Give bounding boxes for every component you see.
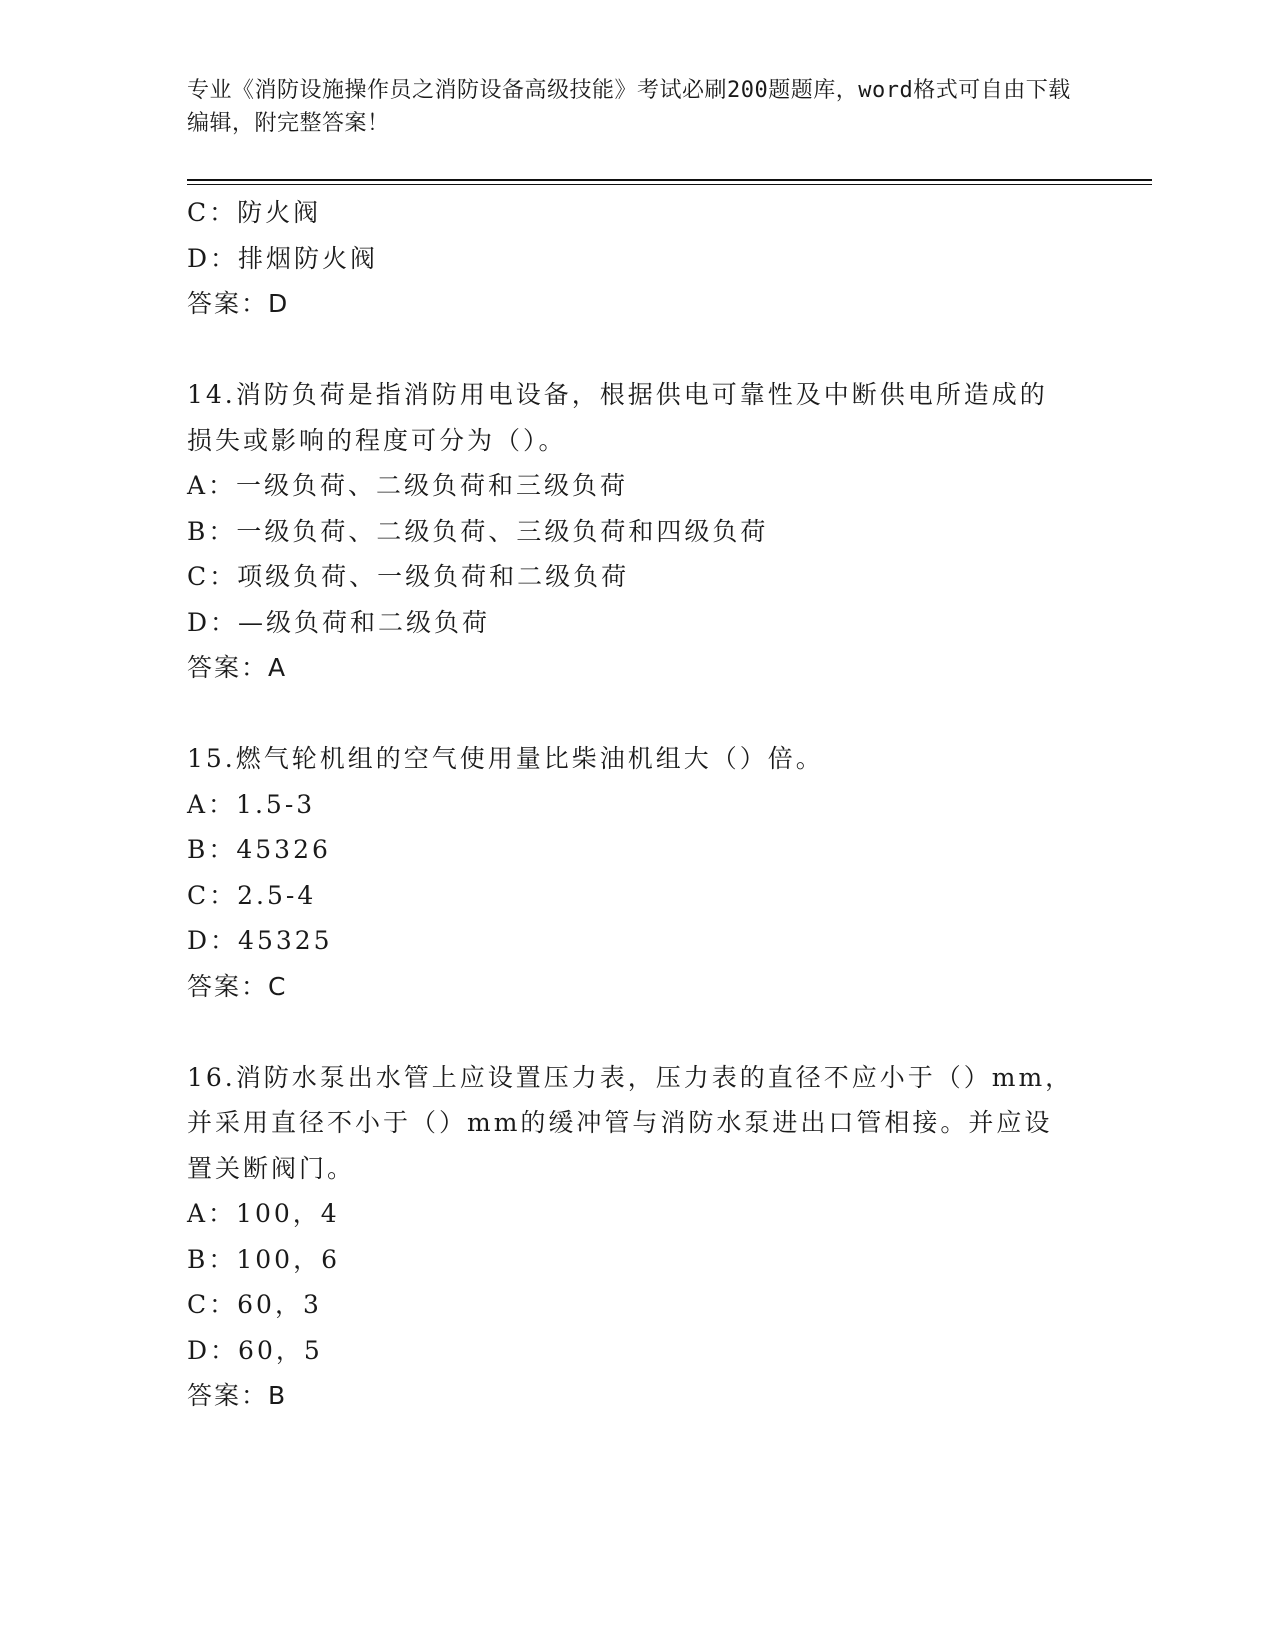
page-header: 专业《消防设施操作员之消防设备高级技能》考试必刷200题题库，word格式可自由下载编辑，附完整答案！ [187,78,1071,136]
option-line: B：45326 [187,835,331,864]
option-line: D：45325 [187,926,333,955]
option-line: B：一级负荷、二级负荷、三级负荷和四级负荷 [187,516,769,546]
question-stem: 并采用直径不小于（）mm的缓冲管与消防水泵进出口管相接。并应设 [187,1108,1053,1137]
question-stem: 损失或影响的程度可分为（）。 [187,425,567,455]
option-line: C：60，3 [187,1290,322,1319]
option-line: A：一级负荷、二级负荷和三级负荷 [187,471,629,500]
header-rule-thick [187,179,1152,181]
question-stem: 16.消防水泵出水管上应设置压力表，压力表的直径不应小于（）mm， [187,1062,1074,1092]
question-stem: 置关断阀门。 [187,1153,356,1183]
option-line: D：—级负荷和二级负荷 [187,607,491,637]
question-15 [187,736,1087,1009]
answer-line: 答案：B [187,1381,288,1410]
option-line: D：排烟防火阀 [187,243,379,273]
answer-line: 答案：D [187,289,290,318]
option-line: D：60，5 [187,1335,323,1365]
question-body [187,190,1087,1419]
option-line: A：1.5-3 [187,789,316,819]
question-14 [187,372,1087,691]
option-line: C：2.5-4 [187,880,317,910]
question-16 [187,1055,1087,1419]
carryover-block [187,190,1087,327]
question-stem: 14.消防负荷是指消防用电设备，根据供电可靠性及中断供电所造成的 [187,380,1048,409]
option-line: C：项级负荷、一级负荷和二级负荷 [187,562,630,591]
answer-line: 答案：C [187,971,288,1001]
option-line: C：防火阀 [187,198,322,227]
header-rule-thin [187,184,1152,185]
answer-line: 答案：A [187,653,288,682]
question-stem: 15.燃气轮机组的空气使用量比柴油机组大（）倍。 [187,744,824,773]
option-line: A：100，4 [187,1199,340,1228]
option-line: B：100，6 [187,1244,340,1274]
